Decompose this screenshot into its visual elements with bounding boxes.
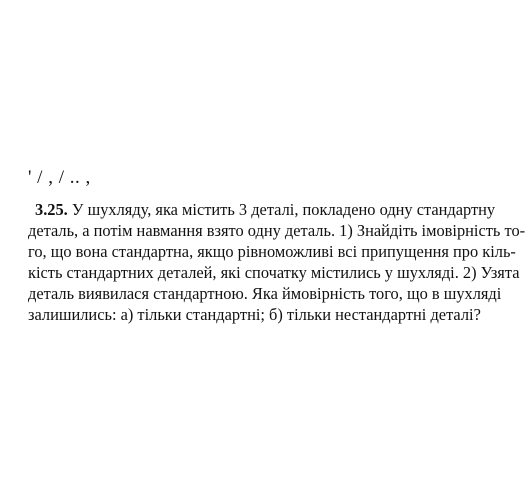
problem-number: 3.25.: [35, 200, 68, 219]
problem-3-25: [28, 199, 525, 325]
cropped-text: ' / , / .. ,: [28, 167, 91, 188]
problem-text-line-1: У шухляду, яка містить 3 деталі, покладено одну стандартну: [71, 200, 496, 219]
problem-line-6: залишились: а) тільки стандартні; б) тільки нестандартні деталі?: [28, 305, 481, 324]
problem-line-5: деталь виявилася стандартною. Яка ймовірність того, що в шухляді: [28, 284, 502, 303]
problem-line-1: [28, 199, 496, 220]
problem-line-4: кість стандартних деталей, які спочатку містились у шухляді. 2) Узята: [28, 263, 520, 282]
problem-line-2: деталь, а потім навмання взято одну деталь. 1) Знайдіть імовірність то-: [28, 221, 525, 240]
cropped-previous-text-line: [28, 167, 188, 192]
problem-line-3: го, що вона стандартна, якщо рівноможливі всі припущення про кіль-: [28, 242, 516, 261]
